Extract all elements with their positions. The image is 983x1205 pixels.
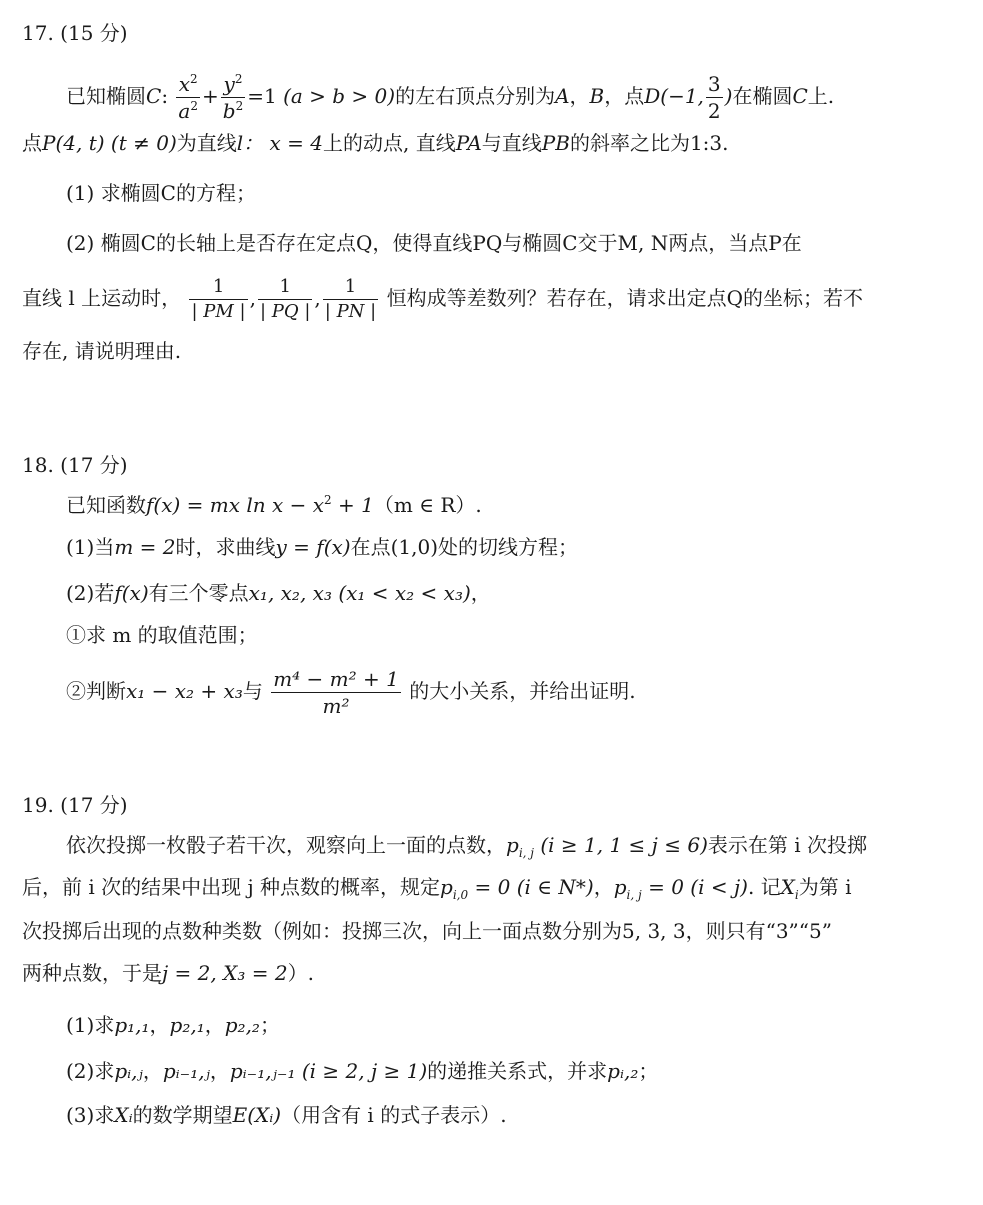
q18-part1: (1)当m = 2时，求曲线y = f(x)在点(1,0)处的切线方程； [66,535,578,559]
recip-pn: $\frac{1}{| PN |}$ [324,276,377,322]
m-fraction: $\frac{\text{m⁴ − m² + 1}}{\text{m²}}$ [273,667,399,718]
q19-part3: (3)求Xᵢ的数学期望E(Xᵢ)（用含有 i 的式子表示）. [66,1103,507,1127]
q17-header: 17. (15 分) [22,21,128,45]
three-halves: $\frac{3}{2}$ [707,72,721,123]
q17-part2-line2: 直线 l 上运动时， $\frac{1}{| PM |}$ , $\frac{1}{| PQ |}$ , $\frac{1}{| PN |}$ 恒构成等差数列？若存在，请求出定点Q的坐标；若不 [22,276,863,322]
recip-pq: $\frac{1}{| PQ |}$ [259,276,311,322]
x2-over-a2: $\frac{x^2}{a^2}$ [178,72,198,123]
y2-over-b2: $\frac{y^2}{b^2}$ [222,72,244,123]
q18-sub1: ①求 m 的取值范围； [66,623,258,647]
q17-line2: 点P(4, t) (t ≠ 0)为直线l： x = 4上的动点, 直线PA与直线PB的斜率之比为1:3. [22,131,729,155]
q18-part2: (2)若f(x)有三个零点x₁, x₂, x₃ (x₁ < x₂ < x₃)， [66,581,491,605]
q17-part2-line3: 存在, 请说明理由. [22,339,182,363]
q17-line1: 已知椭圆C: $\frac{x^2}{a^2}$ + $\frac{y^2}{b^2}$ =1 (a > b > 0)的左右顶点分别为A，B，点D(−1, $\frac{3}{2}$ )在椭圆C上. [66,72,835,123]
q18-line1: 已知函数f(x) = mx $\ln x - x^2 + 1(m$ ∈ R）. [66,493,482,517]
q19-header: 19. (17 分) [22,793,128,817]
q18-sub2: ②判断x₁ − x₂ + x₃与 $\frac{\text{m⁴ − m² + 1}}{\text{m²}}$ 的大小关系，并给出证明. [66,667,636,718]
recip-pm: $\frac{1}{| PM |}$ [191,276,246,322]
q18-header: 18. (17 分) [22,453,128,477]
q17-part2-line1: (2) 椭圆C的长轴上是否存在定点Q，使得直线PQ与椭圆C交于M, N两点，当点P在 [66,231,802,255]
q19-line2: 后，前 i 次的结果中出现 j 种点数的概率，规定$p_{i,0} = 0$ (i ∈ N*)，$p_{i, j} = 0$ (i < j). 记$X_i$为第 i [22,875,852,902]
q19-line1: 依次投掷一枚骰子若干次，观察向上一面的点数，$p_{i, j}$ (i ≥ 1, 1 ≤ j ≤ 6)表示在第 i 次投掷 [66,833,867,860]
q19-line4: 两种点数，于是j = 2, X₃ = 2）. [22,961,314,985]
q17-part1: (1) 求椭圆C的方程； [66,181,256,205]
q19-part2: (2)求pᵢ,ⱼ，pᵢ₋₁,ⱼ，pᵢ₋₁,ⱼ₋₁ (i ≥ 2, j ≥ 1)的递推关系式，并求pᵢ,₂； [66,1059,659,1083]
q19-part1: (1)求p₁,₁，p₂,₁，p₂,₂； [66,1013,280,1037]
q19-line3: 次投掷后出现的点数种类数（例如：投掷三次，向上一面点数分别为5, 3, 3，则只有“3”“5” [22,919,832,943]
